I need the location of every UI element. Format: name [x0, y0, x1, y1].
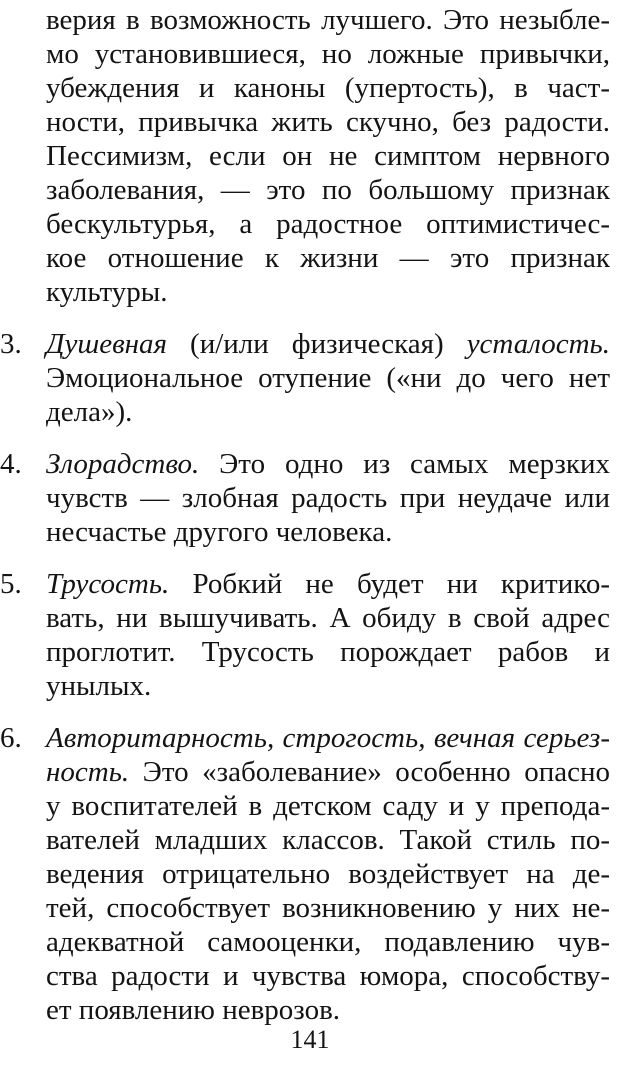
text-line: бескультурья, а радостное оптимистичес- [46, 208, 610, 240]
item-term: Трусость. [46, 568, 170, 600]
text-line: дела»). [46, 396, 133, 428]
text-line: ность. Это «заболевание» особенно опасно [46, 756, 610, 788]
text-line: убеждения и каноны (упертость), в част- [46, 72, 610, 104]
item-term: ность. [46, 756, 130, 788]
text-line: адекватной самооценки, подавлению чув- [46, 926, 610, 958]
item-term: Злорадство. [46, 448, 200, 480]
text-line: вателей младших классов. Такой стиль по- [46, 824, 610, 856]
text-line: проглотит. Трусость порождает рабов и [46, 636, 610, 668]
item-number: 3. [0, 328, 22, 360]
text-line: кое отношение к жизни — это признак [46, 242, 610, 274]
text-line: у воспитателей в детском саду и у препода- [46, 790, 610, 822]
item-number: 6. [0, 722, 22, 754]
text-line: 3. Душевная (и/или физическая) усталость. [0, 328, 610, 360]
text-line: мо установившиеся, но ложные привычки, [46, 38, 610, 70]
text-line: ности, привычка жить скучно, без радости. [46, 106, 610, 138]
text-line: ства радости и чувства юмора, способству- [46, 960, 610, 992]
text-line: Пессимизм, если он не симптом нервного [46, 140, 610, 172]
text-line: унылых. [46, 670, 152, 702]
text-line: ет появлению неврозов. [46, 994, 341, 1026]
text-line: 4. Злорадство. Это одно из самых мерзких [0, 448, 610, 480]
text-line: 5. Трусость. Робкий не будет ни критико- [0, 568, 610, 600]
text-line: культуры. [46, 276, 168, 308]
item-number: 4. [0, 448, 22, 480]
text-line: тей, способствует возникновению у них не- [46, 892, 610, 924]
text-line [0, 720, 620, 756]
text-line: чувств — злобная радость при неудаче или [46, 482, 610, 514]
item-term: Душевная [46, 328, 168, 360]
text-line: несчастье другого человека. [46, 516, 393, 548]
page-number: 141 [290, 1025, 330, 1054]
item-term: Авторитарность, строгость, вечная серьез- [46, 722, 610, 754]
item-term: усталость. [466, 328, 610, 360]
item-number: 5. [0, 568, 22, 600]
text-line: Эмоциональное отупение («ни до чего нет [46, 362, 610, 394]
text-line: верия в возможность лучшего. Это незыбле- [46, 4, 610, 36]
text-line: ведения отрицательно воздействует на де- [46, 858, 610, 890]
text-line: вать, ни вышучивать. А обиду в свой адрес [46, 602, 610, 634]
text-line: заболевания, — это по большому признак [46, 174, 610, 206]
